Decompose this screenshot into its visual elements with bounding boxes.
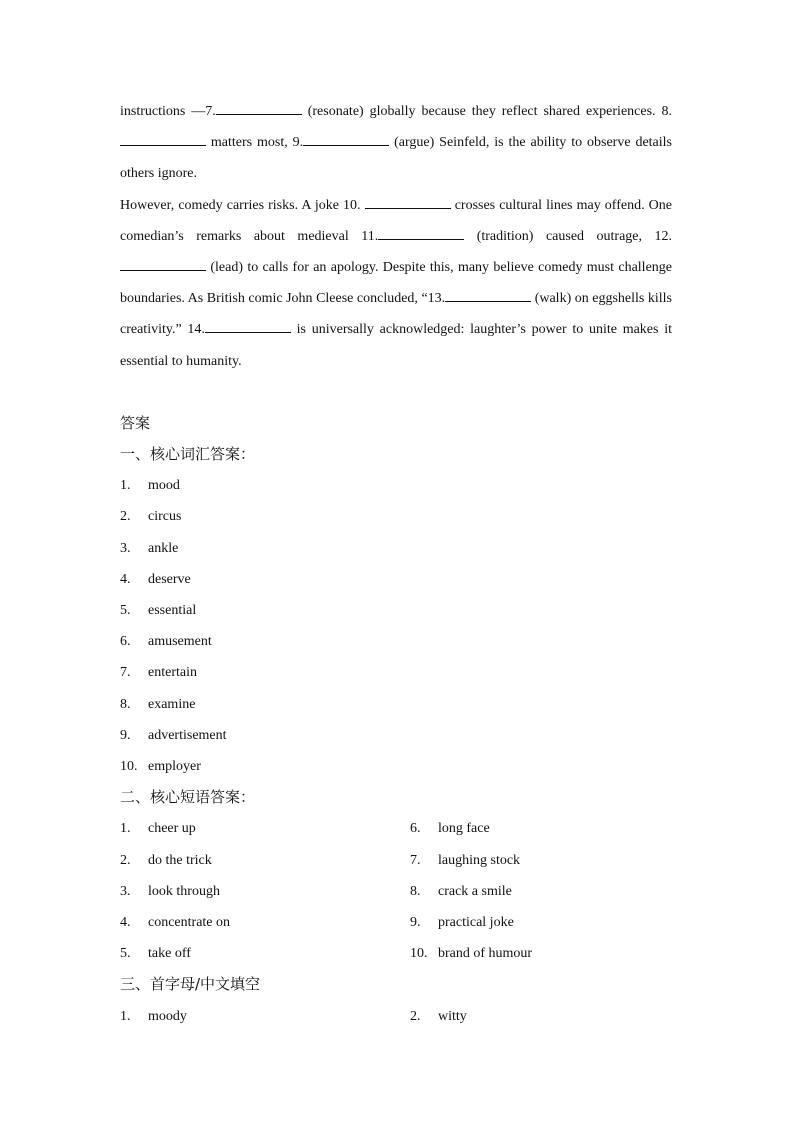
passage-paragraph-1 [120,96,672,190]
answer-blank-9[interactable] [303,131,389,146]
section-heading-phrases: 二、核心短语答案： [120,788,256,807]
phrase-answer-list [120,813,672,969]
answer-blank-12[interactable] [120,256,206,271]
passage-paragraph-2 [120,190,672,377]
answer-blank-8[interactable] [120,131,206,146]
phrase-column-right [410,813,700,969]
answers-title: 答案 [120,413,151,432]
list-item: 1. mood [120,478,180,494]
passage-text: (walk) on eggshells kills creativity.” 14. [120,291,672,338]
list-item: 7. entertain [120,665,197,681]
list-item: 2. witty [410,1008,467,1024]
list-item: 4. concentrate on [120,915,231,931]
list-item: 6. long face [410,821,490,837]
answer-blank-7[interactable] [216,100,302,115]
list-item: 8. crack a smile [410,883,512,899]
list-item: 4. deserve [120,571,191,587]
list-item: 10. employer [120,759,201,775]
list-item: 3. ankle [120,540,179,556]
list-item: 7. laughing stock [410,852,521,868]
section-spacer [120,377,672,408]
list-item: 8. examine [120,696,196,712]
passage-text: (tradition) caused outrage, 12. [464,228,673,244]
list-item: 9. advertisement [120,727,227,743]
passage-text: (argue) Seinfeld, is the ability to observe details others ignore. [120,135,672,182]
list-item: 1. cheer up [120,821,196,837]
answer-blank-10[interactable] [365,194,451,209]
fill-in-column-left [120,1001,410,1032]
list-item: 1. moody [120,1008,187,1024]
answer-blank-11[interactable] [378,225,464,240]
fill-in-answer-list [120,1001,672,1032]
passage-text: matters most, 9. [206,135,304,151]
passage-text: crosses cultural lines may offend. One comedian’s remarks about medieval 11. [120,197,672,244]
answer-blank-14[interactable] [205,318,291,333]
vocabulary-answer-list [120,470,672,782]
passage-text: instructions —7. [120,104,216,119]
document-page [120,96,672,1032]
list-item: 10. brand of humour [410,946,533,962]
passage-text: (resonate) globally because they reflect shared experiences. 8. [301,104,672,119]
list-item: 5. essential [120,603,197,619]
list-item: 6. amusement [120,634,212,650]
phrase-column-left [120,813,410,969]
answer-blank-13[interactable] [445,287,531,302]
passage-text: is universally acknowledged: laughter’s power to unite makes it essential to humanity. [120,322,672,369]
list-item: 9. practical joke [410,915,514,931]
section-heading-fill-in: 三、首字母/中文填空 [120,975,261,994]
section-heading-vocabulary: 一、核心词汇答案： [120,445,256,464]
list-item: 3. look through [120,883,220,899]
passage-text: However, comedy carries risks. A joke 10. [120,197,365,213]
list-item: 2. do the trick [120,852,212,868]
passage-text: (lead) to calls for an apology. Despite this, many believe comedy must challenge boundaries. As British comic John Cleese concluded, “13. [120,260,672,307]
list-item: 5. take off [120,946,191,962]
list-item: 2. circus [120,509,182,525]
fill-in-column-right [410,1001,700,1032]
